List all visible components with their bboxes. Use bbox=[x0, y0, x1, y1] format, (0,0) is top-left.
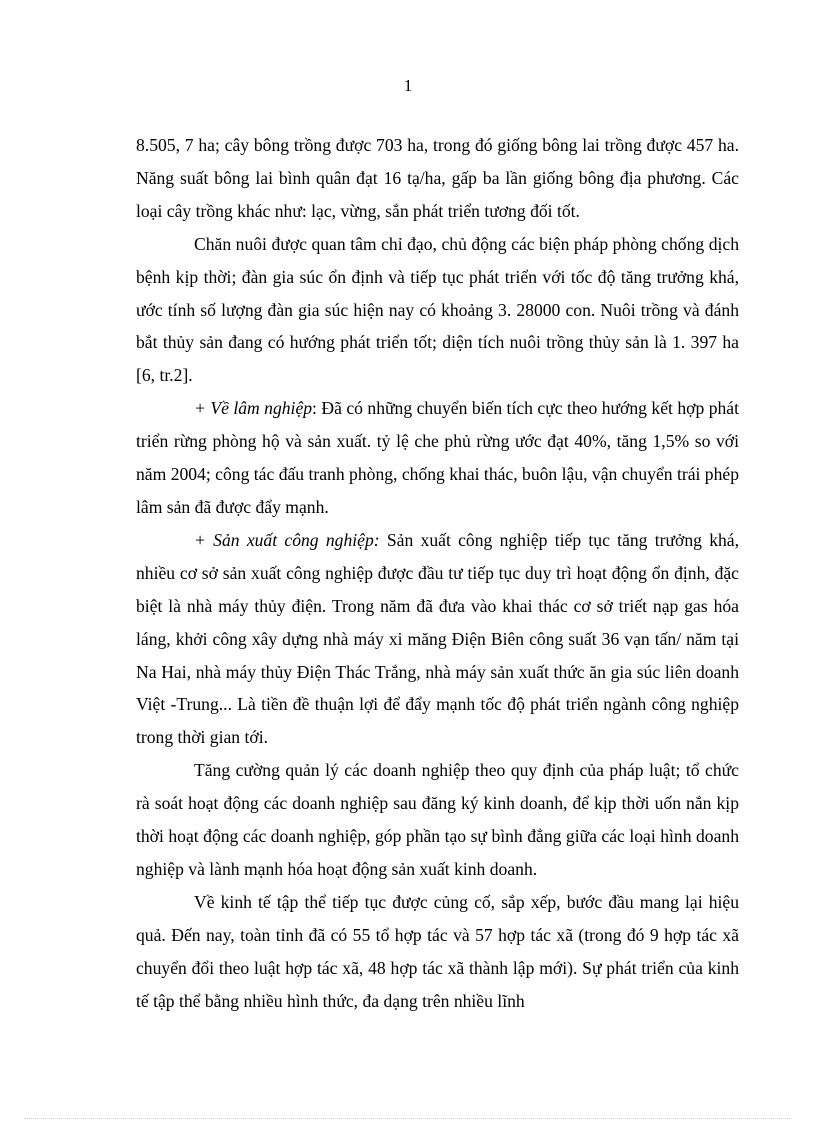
forestry-text: : Đã có những chuyển biến tích cực theo hướng kết hợp phát triển rừng phòng hộ và sản xuất. tỷ lệ che phủ rừng ước đạt 40%, tăng 1,5% so với năm 2004; công tác đấu tranh phòng, chống khai thác, buôn lậu, vận chuyển trái phép lâm sản đã được đẩy mạnh. bbox=[136, 398, 739, 517]
paragraph-enterprise-management: Tăng cường quản lý các doanh nghiệp theo quy định của pháp luật; tổ chức rà soát hoạt động các doanh nghiệp sau đăng ký kinh doanh, để kịp thời uốn nắn kịp thời hoạt động các doanh nghiệp, góp phần tạo sự bình đẳng giữa các loại hình doanh nghiệp và lành mạnh hóa hoạt động sản xuất kinh doanh. bbox=[136, 760, 739, 879]
paragraph-crops: 8.505, 7 ha; cây bông trồng được 703 ha, trong đó giống bông lai trồng được 457 ha. Năng suất bông lai bình quân đạt 16 tạ/ha, gấp ba lần giống bông địa phương. Các loại cây trồng khác như: lạc, vừng, sắn phát triển tương đối tốt. bbox=[136, 135, 739, 221]
paragraph-forestry bbox=[136, 392, 739, 524]
forestry-heading: + Về lâm nghiệp bbox=[194, 398, 313, 419]
paragraph-industry bbox=[136, 524, 739, 754]
paragraph-collective-economy: Về kinh tế tập thể tiếp tục được củng cố, sắp xếp, bước đầu mang lại hiệu quả. Đến nay, toàn tỉnh đã có 55 tổ hợp tác và 57 hợp tác xã (trong đó 9 hợp tác xã chuyển đổi theo luật hợp tác xã, 48 hợp tác xã thành lập mới). Sự phát triển của kinh tế tập thể bằng nhiều hình thức, đa dạng trên nhiều lĩnh bbox=[136, 891, 739, 1011]
page-number: 1 bbox=[403, 76, 413, 95]
document-body bbox=[136, 129, 739, 1017]
industry-text: Sản xuất công nghiệp tiếp tục tăng trưởng khá, nhiều cơ sở sản xuất công nghiệp được đầu tư tiếp tục duy trì hoạt động ổn định, đặc biệt là nhà máy thủy điện. Trong năm đã đưa vào khai thác cơ sở triết nạp gas hóa láng, khởi công xây dựng nhà máy xi măng Điện Biên công suất 36 vạn tấn/ năm tại Na Hai, nhà máy thủy Điện Thác Trắng, nhà máy sản xuất thức ăn gia súc liên doanh Việt -Trung... Là tiền đề thuận lợi để đẩy mạnh tốc độ phát triển ngành công nghiệp trong thời gian tới. bbox=[136, 529, 740, 748]
industry-heading: + Sản xuất công nghiệp: bbox=[194, 529, 380, 550]
paragraph-livestock: Chăn nuôi được quan tâm chỉ đạo, chủ động các biện pháp phòng chống dịch bệnh kịp thời; đàn gia súc ổn định và tiếp tục phát triển với tốc độ tăng trưởng khá, ước tính số lượng đàn gia súc hiện nay có khoảng 3. 28000 con. Nuôi trồng và đánh bắt thủy sản đang có hướng phát triển tốt; diện tích nuôi trồng thủy sản là 1. 397 ha [6, tr.2]. bbox=[136, 233, 739, 386]
page-bottom-divider bbox=[24, 1118, 792, 1119]
